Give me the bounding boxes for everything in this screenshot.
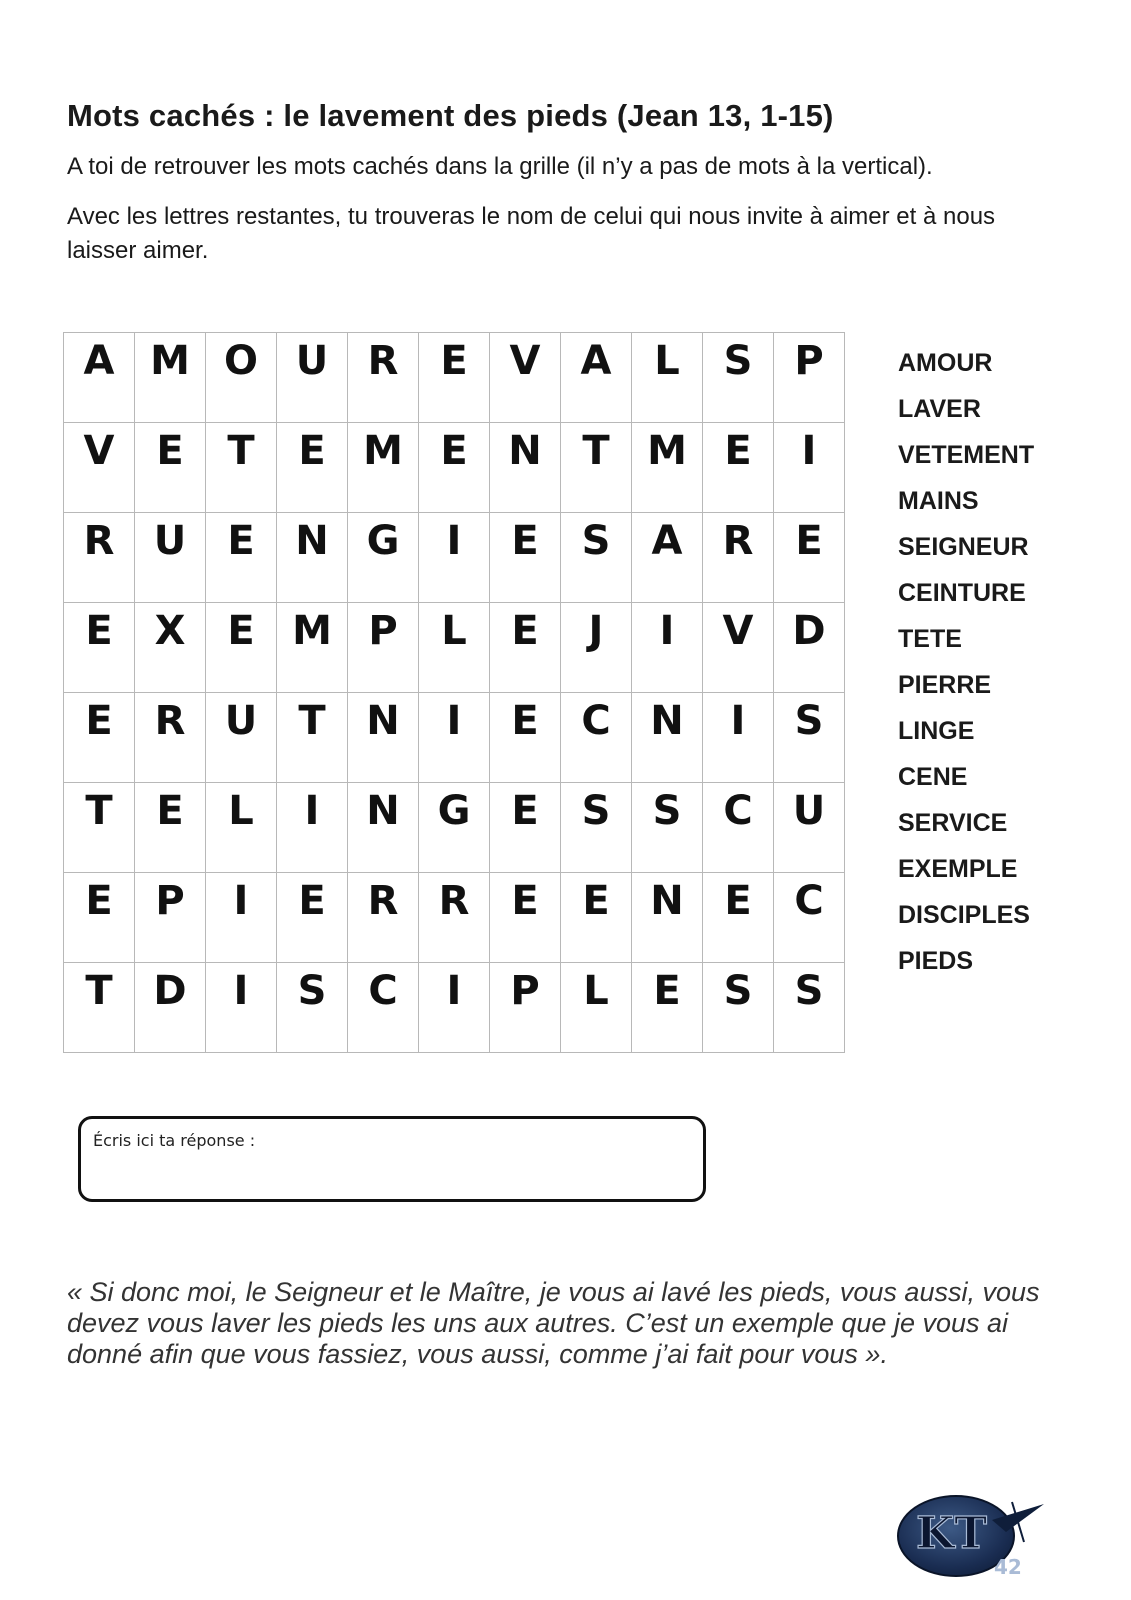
grid-cell[interactable]: A — [632, 513, 703, 603]
grid-row — [64, 693, 845, 783]
word-list-item: PIEDS — [898, 947, 974, 975]
grid-cell[interactable]: E — [64, 693, 135, 783]
grid-cell[interactable]: R — [348, 333, 419, 423]
grid-cell[interactable]: I — [632, 603, 703, 693]
grid-row — [64, 333, 845, 423]
grid-cell[interactable]: M — [632, 423, 703, 513]
grid-cell[interactable]: S — [774, 693, 845, 783]
word-list-item: CENE — [898, 763, 968, 791]
answer-label: Écris ici ta réponse : — [93, 1131, 256, 1150]
grid-cell[interactable]: R — [64, 513, 135, 603]
grid-cell[interactable]: G — [419, 783, 490, 873]
grid-cell[interactable]: N — [348, 783, 419, 873]
grid-cell[interactable]: E — [561, 873, 632, 963]
grid-cell[interactable]: E — [703, 423, 774, 513]
grid-cell[interactable]: E — [490, 873, 561, 963]
grid-cell[interactable]: U — [206, 693, 277, 783]
grid-cell[interactable]: E — [774, 513, 845, 603]
logo-graphic — [894, 1482, 1064, 1582]
grid-cell[interactable]: I — [419, 513, 490, 603]
word-list-item: LINGE — [898, 717, 975, 745]
grid-cell[interactable]: T — [277, 693, 348, 783]
grid-cell[interactable]: E — [64, 603, 135, 693]
grid-cell[interactable]: O — [206, 333, 277, 423]
grid-cell[interactable]: S — [703, 963, 774, 1053]
grid-cell[interactable]: E — [277, 873, 348, 963]
word-list-item: CEINTURE — [898, 579, 1026, 607]
grid-cell[interactable]: E — [135, 423, 206, 513]
grid-cell[interactable]: S — [277, 963, 348, 1053]
grid-cell[interactable]: S — [632, 783, 703, 873]
grid-cell[interactable]: L — [632, 333, 703, 423]
instruction-text: A toi de retrouver les mots cachés dans la grille (il n’y a pas de mots à la vertical). — [67, 153, 933, 180]
grid-cell[interactable]: E — [64, 873, 135, 963]
bible-quote: « Si donc moi, le Seigneur et le Maître, je vous ai lavé les pieds, vous aussi, vous devez vous laver les pieds les uns aux autres. C’est un exemple que je vous ai donné afin que vous fassiez, vous aussi, comme j’ai fait pour vous ». — [67, 1277, 1040, 1369]
grid-row — [64, 513, 845, 603]
grid-cell[interactable]: S — [703, 333, 774, 423]
word-list-item: SERVICE — [898, 809, 1008, 837]
word-list — [898, 346, 1034, 990]
grid-cell[interactable]: E — [135, 783, 206, 873]
grid-cell[interactable]: U — [774, 783, 845, 873]
grid-cell[interactable]: V — [703, 603, 774, 693]
grid-cell[interactable]: T — [561, 423, 632, 513]
grid-cell[interactable]: X — [135, 603, 206, 693]
grid-cell[interactable]: L — [206, 783, 277, 873]
grid-row — [64, 603, 845, 693]
grid-cell[interactable]: E — [206, 603, 277, 693]
grid-cell[interactable]: E — [419, 423, 490, 513]
grid-cell[interactable]: E — [490, 693, 561, 783]
grid-cell[interactable]: C — [561, 693, 632, 783]
grid-cell[interactable]: E — [490, 783, 561, 873]
word-list-item: MAINS — [898, 487, 979, 515]
grid-cell[interactable]: A — [64, 333, 135, 423]
grid-cell[interactable]: D — [774, 603, 845, 693]
word-list-item: PIERRE — [898, 671, 992, 699]
grid-row — [64, 423, 845, 513]
grid-cell[interactable]: E — [419, 333, 490, 423]
grid-cell[interactable]: C — [703, 783, 774, 873]
page-title: Mots cachés : le lavement des pieds (Jean 13, 1-15) — [67, 98, 834, 133]
grid-cell[interactable]: P — [135, 873, 206, 963]
grid-cell[interactable]: R — [703, 513, 774, 603]
grid-cell[interactable]: T — [64, 963, 135, 1053]
grid-row — [64, 783, 845, 873]
grid-cell[interactable]: I — [774, 423, 845, 513]
grid-cell[interactable]: U — [135, 513, 206, 603]
grid-cell[interactable]: E — [277, 423, 348, 513]
grid-cell[interactable]: R — [348, 873, 419, 963]
word-list-item: EXEMPLE — [898, 855, 1018, 883]
grid-cell[interactable]: M — [135, 333, 206, 423]
grid-cell[interactable]: S — [561, 513, 632, 603]
grid-cell[interactable]: M — [277, 603, 348, 693]
grid-cell[interactable]: I — [206, 873, 277, 963]
word-search-grid — [63, 332, 845, 1053]
grid-cell[interactable]: C — [348, 963, 419, 1053]
instruction-text-2: Avec les lettres restantes, tu trouveras le nom de celui qui nous invite à aimer et à nous laisser aimer. — [67, 203, 996, 264]
grid-row — [64, 873, 845, 963]
grid-row — [64, 963, 845, 1053]
word-list-item: VETEMENT — [898, 441, 1035, 469]
grid-cell[interactable]: S — [561, 783, 632, 873]
grid-cell[interactable]: N — [632, 693, 703, 783]
kt42-logo — [894, 1482, 1064, 1582]
grid-cell[interactable]: G — [348, 513, 419, 603]
grid-cell[interactable]: E — [632, 963, 703, 1053]
grid-cell[interactable]: P — [348, 603, 419, 693]
grid-cell[interactable]: L — [419, 603, 490, 693]
logo-text: KT — [916, 1508, 987, 1559]
grid-cell[interactable]: P — [774, 333, 845, 423]
grid-cell[interactable]: C — [774, 873, 845, 963]
word-list-item: LAVER — [898, 395, 981, 423]
grid-cell[interactable]: D — [135, 963, 206, 1053]
grid-cell[interactable]: E — [703, 873, 774, 963]
word-list-item: DISCIPLES — [898, 901, 1030, 929]
word-list-item: SEIGNEUR — [898, 533, 1029, 561]
word-list-item: TETE — [898, 625, 962, 653]
grid-cell[interactable]: I — [419, 693, 490, 783]
grid-cell[interactable]: A — [561, 333, 632, 423]
grid-cell[interactable]: V — [490, 333, 561, 423]
grid-cell[interactable]: I — [206, 963, 277, 1053]
grid-cell[interactable]: J — [561, 603, 632, 693]
grid-cell[interactable]: L — [561, 963, 632, 1053]
grid-cell[interactable]: N — [490, 423, 561, 513]
grid-cell[interactable]: S — [774, 963, 845, 1053]
grid-cell[interactable]: P — [490, 963, 561, 1053]
logo-number: 42 — [994, 1555, 1022, 1579]
grid-cell[interactable]: U — [277, 333, 348, 423]
grid-cell[interactable]: I — [277, 783, 348, 873]
grid-cell[interactable]: M — [348, 423, 419, 513]
grid-cell[interactable]: I — [703, 693, 774, 783]
grid-cell[interactable]: T — [206, 423, 277, 513]
grid-cell[interactable]: N — [277, 513, 348, 603]
grid-cell[interactable]: R — [135, 693, 206, 783]
answer-box[interactable] — [78, 1116, 706, 1202]
grid-cell[interactable]: I — [419, 963, 490, 1053]
grid-cell[interactable]: T — [64, 783, 135, 873]
grid-cell[interactable]: V — [64, 423, 135, 513]
grid-cell[interactable]: N — [632, 873, 703, 963]
grid-cell[interactable]: N — [348, 693, 419, 783]
grid-cell[interactable]: E — [490, 603, 561, 693]
grid-cell[interactable]: E — [206, 513, 277, 603]
word-list-item: AMOUR — [898, 349, 993, 377]
grid-cell[interactable]: R — [419, 873, 490, 963]
grid-cell[interactable]: E — [490, 513, 561, 603]
